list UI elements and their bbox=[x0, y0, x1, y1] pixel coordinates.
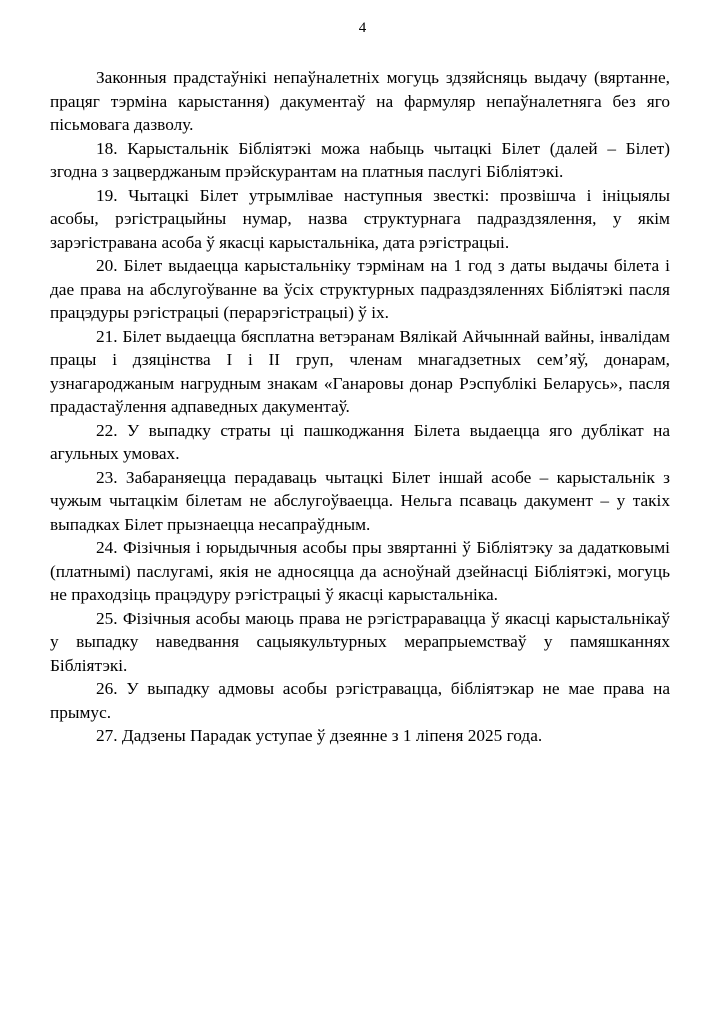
paragraph-26: 26. У выпадку адмовы асобы рэгістравацца, бібліятэкар не мае права на прымус. bbox=[50, 679, 670, 722]
paragraph-24: 24. Фізічныя і юрыдычныя асобы пры звяртанні ў Бібліятэку за дадатковымі (платнымі) паслугамі, якія не адносяцца да асноўнай дзейнасці Бібліятэкі, могуць не праходзіць працэдуру рэгістрацыі ў якасці карыстальніка. bbox=[50, 538, 670, 604]
paragraph-27: 27. Дадзены Парадак уступае ў дзеянне з 1 ліпеня 2025 года. bbox=[96, 726, 543, 745]
paragraph-22: 22. У выпадку страты ці пашкоджання Білета выдаецца яго дублікат на агульных умовах. bbox=[50, 420, 670, 463]
paragraph-20: 20. Білет выдаецца карыстальніку тэрмінам на 1 год з даты выдачы білета і дае права на абслугоўванне ва ўсіх структурных падраздзяленнях Бібліятэкі пасля працэдуры рэгістрацыі (перарэгістрацыі) ў іх. bbox=[50, 256, 670, 322]
paragraph-19: 19. Чытацкі Білет утрымлівае наступныя звесткі: прозвішча і ініцыялы асобы, рэгістрацыйны нумар, назва структурнага падраздзялення, у якім зарэгістравана асоба ў якасці карыстальніка, дата рэгістрацыі. bbox=[50, 185, 670, 252]
document-body bbox=[50, 66, 670, 748]
paragraph-23: 23. Забараняецца перадаваць чытацкі Білет іншай асобе – карыстальнік з чужым чытацкім білетам не абслугоўваецца. Нельга псаваць дакумент – у такіх выпадках Білет прызнаецца несапраўдным. bbox=[50, 467, 670, 534]
paragraph-25: 25. Фізічныя асобы маюць права не рэгістраравацца ў якасці карыстальнікаў у выпадку наведвання сацыякультурных мерапрыемстваў у памяшканнях Бібліятэкі. bbox=[50, 608, 670, 675]
paragraph-21: 21. Білет выдаецца бясплатна ветэранам Вялікай Айчыннай вайны, інвалідам працы і дзяцінства I і II груп, членам мнагадзетных сем’яў, донарам, узнагароджаным нагрудным знакам «Ганаровы донар Рэспублікі Беларусь», пасля прадастаўлення адпаведных дакументаў. bbox=[50, 326, 670, 416]
paragraph-18: 18. Карыстальнік Бібліятэкі можа набыць чытацкі Білет (далей – Білет) згодна з зацверджаным прэйскурантам на платныя паслугі Бібліятэкі. bbox=[50, 138, 670, 181]
paragraph-guardians: Законныя прадстаўнікі непаўналетніх могуць здзяйсняць выдачу (вяртанне, працяг тэрміна карыстання) дакументаў на фармуляр непаўналетняга без яго пісьмовага дазволу. bbox=[50, 68, 670, 134]
page-number: 4 bbox=[358, 20, 367, 36]
